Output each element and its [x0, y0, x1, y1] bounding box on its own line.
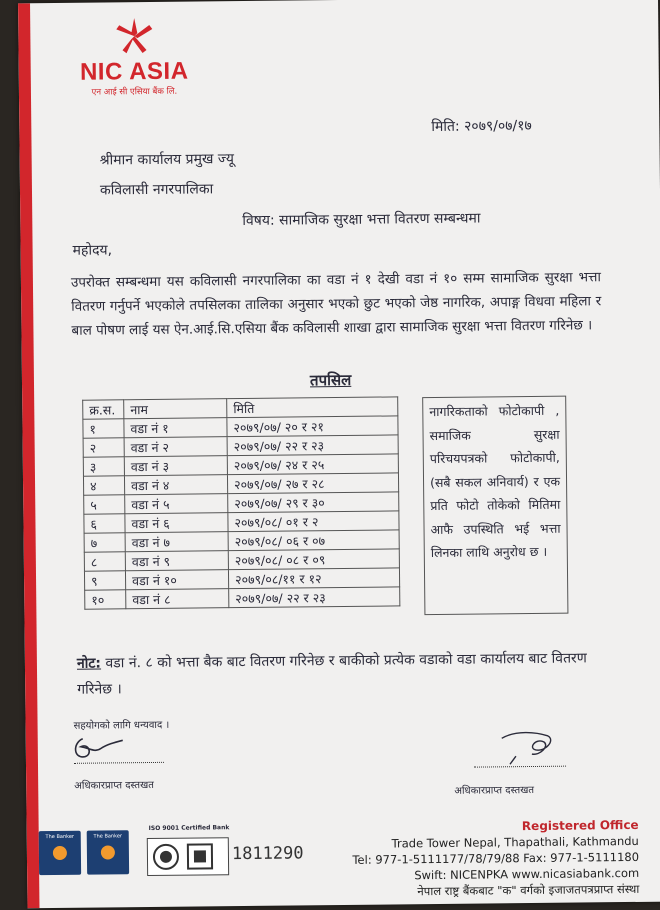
subject-line: विषय: सामाजिक सुरक्षा भत्ता वितरण सम्बन्धमा	[242, 210, 481, 230]
letter-body: उपरोक्त सम्बन्धमा यस कविलासी नगरपालिका का वडा नं १ देखी वडा नं १० सम्म सामाजिक सुरक्षा भत्ता वितरण गर्नुपर्ने भएकोले तपसिलका तालिका अनुसार भएको छुट भएको जेष्ठ नागरिक, अपाङ्ग विधवा महिला र बाल पोषण लाई यस ऐन.आई.सि.एसिया बैंक कविलासी शाखा द्वारा सामाजिक सुरक्षा भत्ता वितरण गरिनेछ ।	[70, 269, 602, 339]
row-ward: वडा नं ७	[125, 532, 228, 552]
header-date: मिति	[227, 397, 398, 418]
row-serial: २	[83, 438, 124, 457]
letter-date: मिति: २०७९/०७/१७	[431, 117, 532, 136]
banker-award-badge	[39, 831, 81, 875]
iso-number: 1811290	[231, 843, 304, 865]
iso-badge	[147, 837, 229, 876]
signatory-left: अधिकारप्राप्त दस्तखत	[74, 779, 155, 792]
table-row	[85, 587, 400, 609]
row-serial: ९	[84, 571, 125, 590]
schedule-table	[82, 396, 400, 609]
recipient-office: कविलासी नगरपालिका	[99, 181, 214, 199]
row-serial: १	[83, 419, 124, 438]
row-ward: वडा नं २	[124, 437, 227, 457]
row-ward: वडा नं ३	[124, 456, 227, 476]
salutation: महोदय,	[72, 242, 113, 259]
note-label: नोट:	[76, 655, 102, 672]
row-date: २०७९/०७/ २२ र २३	[227, 435, 398, 456]
letter-page	[18, 0, 660, 908]
signature-right-icon	[496, 726, 566, 767]
brand-name: NIC ASIA	[79, 57, 189, 86]
row-ward: वडा नं ५	[125, 494, 228, 514]
note-text: वडा नं. ८ को भत्ता बैक बाट वितरण गरिनेछ र बाकीको प्रत्येक वडाको वडा कार्यालय बाट वितरण गरिनेछ ।	[77, 650, 587, 698]
globe-icon	[53, 846, 67, 860]
signatory-right: अधिकारप्राप्त दस्तखत	[454, 784, 535, 797]
row-ward: वडा नं १०	[125, 570, 228, 590]
row-serial: ८	[84, 552, 125, 571]
banker-award-label: The Banker	[45, 833, 74, 841]
row-ward: वडा नं ६	[125, 513, 228, 533]
registered-license: नेपाल राष्ट्र बैंकबाट "क" वर्गको इजाजतपत्रप्राप्त संस्था	[417, 881, 640, 899]
iso-mark-icon	[148, 838, 228, 875]
row-date: २०७९/०८/ ०८ र ०९	[228, 549, 399, 570]
row-serial: ६	[84, 514, 125, 533]
registered-address: Trade Tower Nepal, Thapathali, Kathmandu	[391, 833, 639, 851]
header-serial: क्र.स.	[83, 400, 124, 419]
header-name: नाम	[124, 399, 227, 419]
row-date: २०७९/०७/ २२ र २३	[229, 587, 400, 608]
registered-office	[352, 817, 639, 900]
row-serial: ५	[84, 495, 125, 514]
globe-icon	[101, 845, 115, 859]
thanks-text: सहयोगको लागि धन्यवाद ।	[73, 719, 170, 732]
row-ward: वडा नं १	[124, 418, 227, 438]
row-date: २०७९/०७/ २० र २१	[227, 416, 398, 437]
brand-stripe	[18, 3, 39, 908]
star-logo-icon	[113, 16, 155, 56]
row-ward: वडा नं ८	[126, 589, 229, 609]
row-date: २०७९/०८/ ०१ र २	[228, 511, 399, 532]
signature-line-right	[474, 766, 566, 768]
row-date: २०७९/०८/११ र १२	[228, 568, 399, 589]
banker-award-badge	[87, 830, 129, 874]
requirements-note: नागरिकताको फोटोकापी , समाजिक सुरक्षा परिचयपत्रको फोटोकापी, (सबै सकल अनिवार्य) र एक प्रति फोटो तोकेको मितिमा आफै उपस्थिति भई भत्ता लिनका लाथि अनुरोध छ ।	[422, 396, 568, 615]
schedule-title: तपसिल	[309, 370, 352, 390]
brand-tagline: एन आई सी एसिया बैंक लि.	[91, 86, 178, 98]
signature-left-icon	[71, 730, 141, 765]
iso-label: ISO 9001 Certified Bank	[148, 824, 230, 833]
registered-web: Swift: NICENPKA www.nicasiabank.com	[414, 865, 640, 883]
row-serial: ३	[83, 457, 124, 476]
row-date: २०७९/०७/ २४ र २५	[227, 454, 398, 475]
row-ward: वडा नं ९	[125, 551, 228, 571]
bank-logo	[66, 15, 202, 97]
row-date: २०७९/०८/ ०६ र ०७	[228, 530, 399, 551]
row-serial: १०	[85, 590, 126, 609]
row-date: २०७९/०७/ २९ र ३०	[228, 492, 399, 513]
row-date: २०७९/०७/ २७ र २८	[227, 473, 398, 494]
row-serial: ४	[83, 476, 124, 495]
row-serial: ७	[84, 533, 125, 552]
row-ward: वडा नं ४	[124, 475, 227, 495]
note-paragraph	[77, 645, 598, 702]
registered-heading: Registered Office	[521, 817, 639, 834]
banker-award-label: The Banker	[93, 833, 122, 840]
recipient-title: श्रीमान कार्यालय प्रमुख ज्यू	[99, 151, 235, 169]
registered-phone: Tel: 977-1-5111177/78/79/88 Fax: 977-1-5111180	[352, 849, 640, 867]
